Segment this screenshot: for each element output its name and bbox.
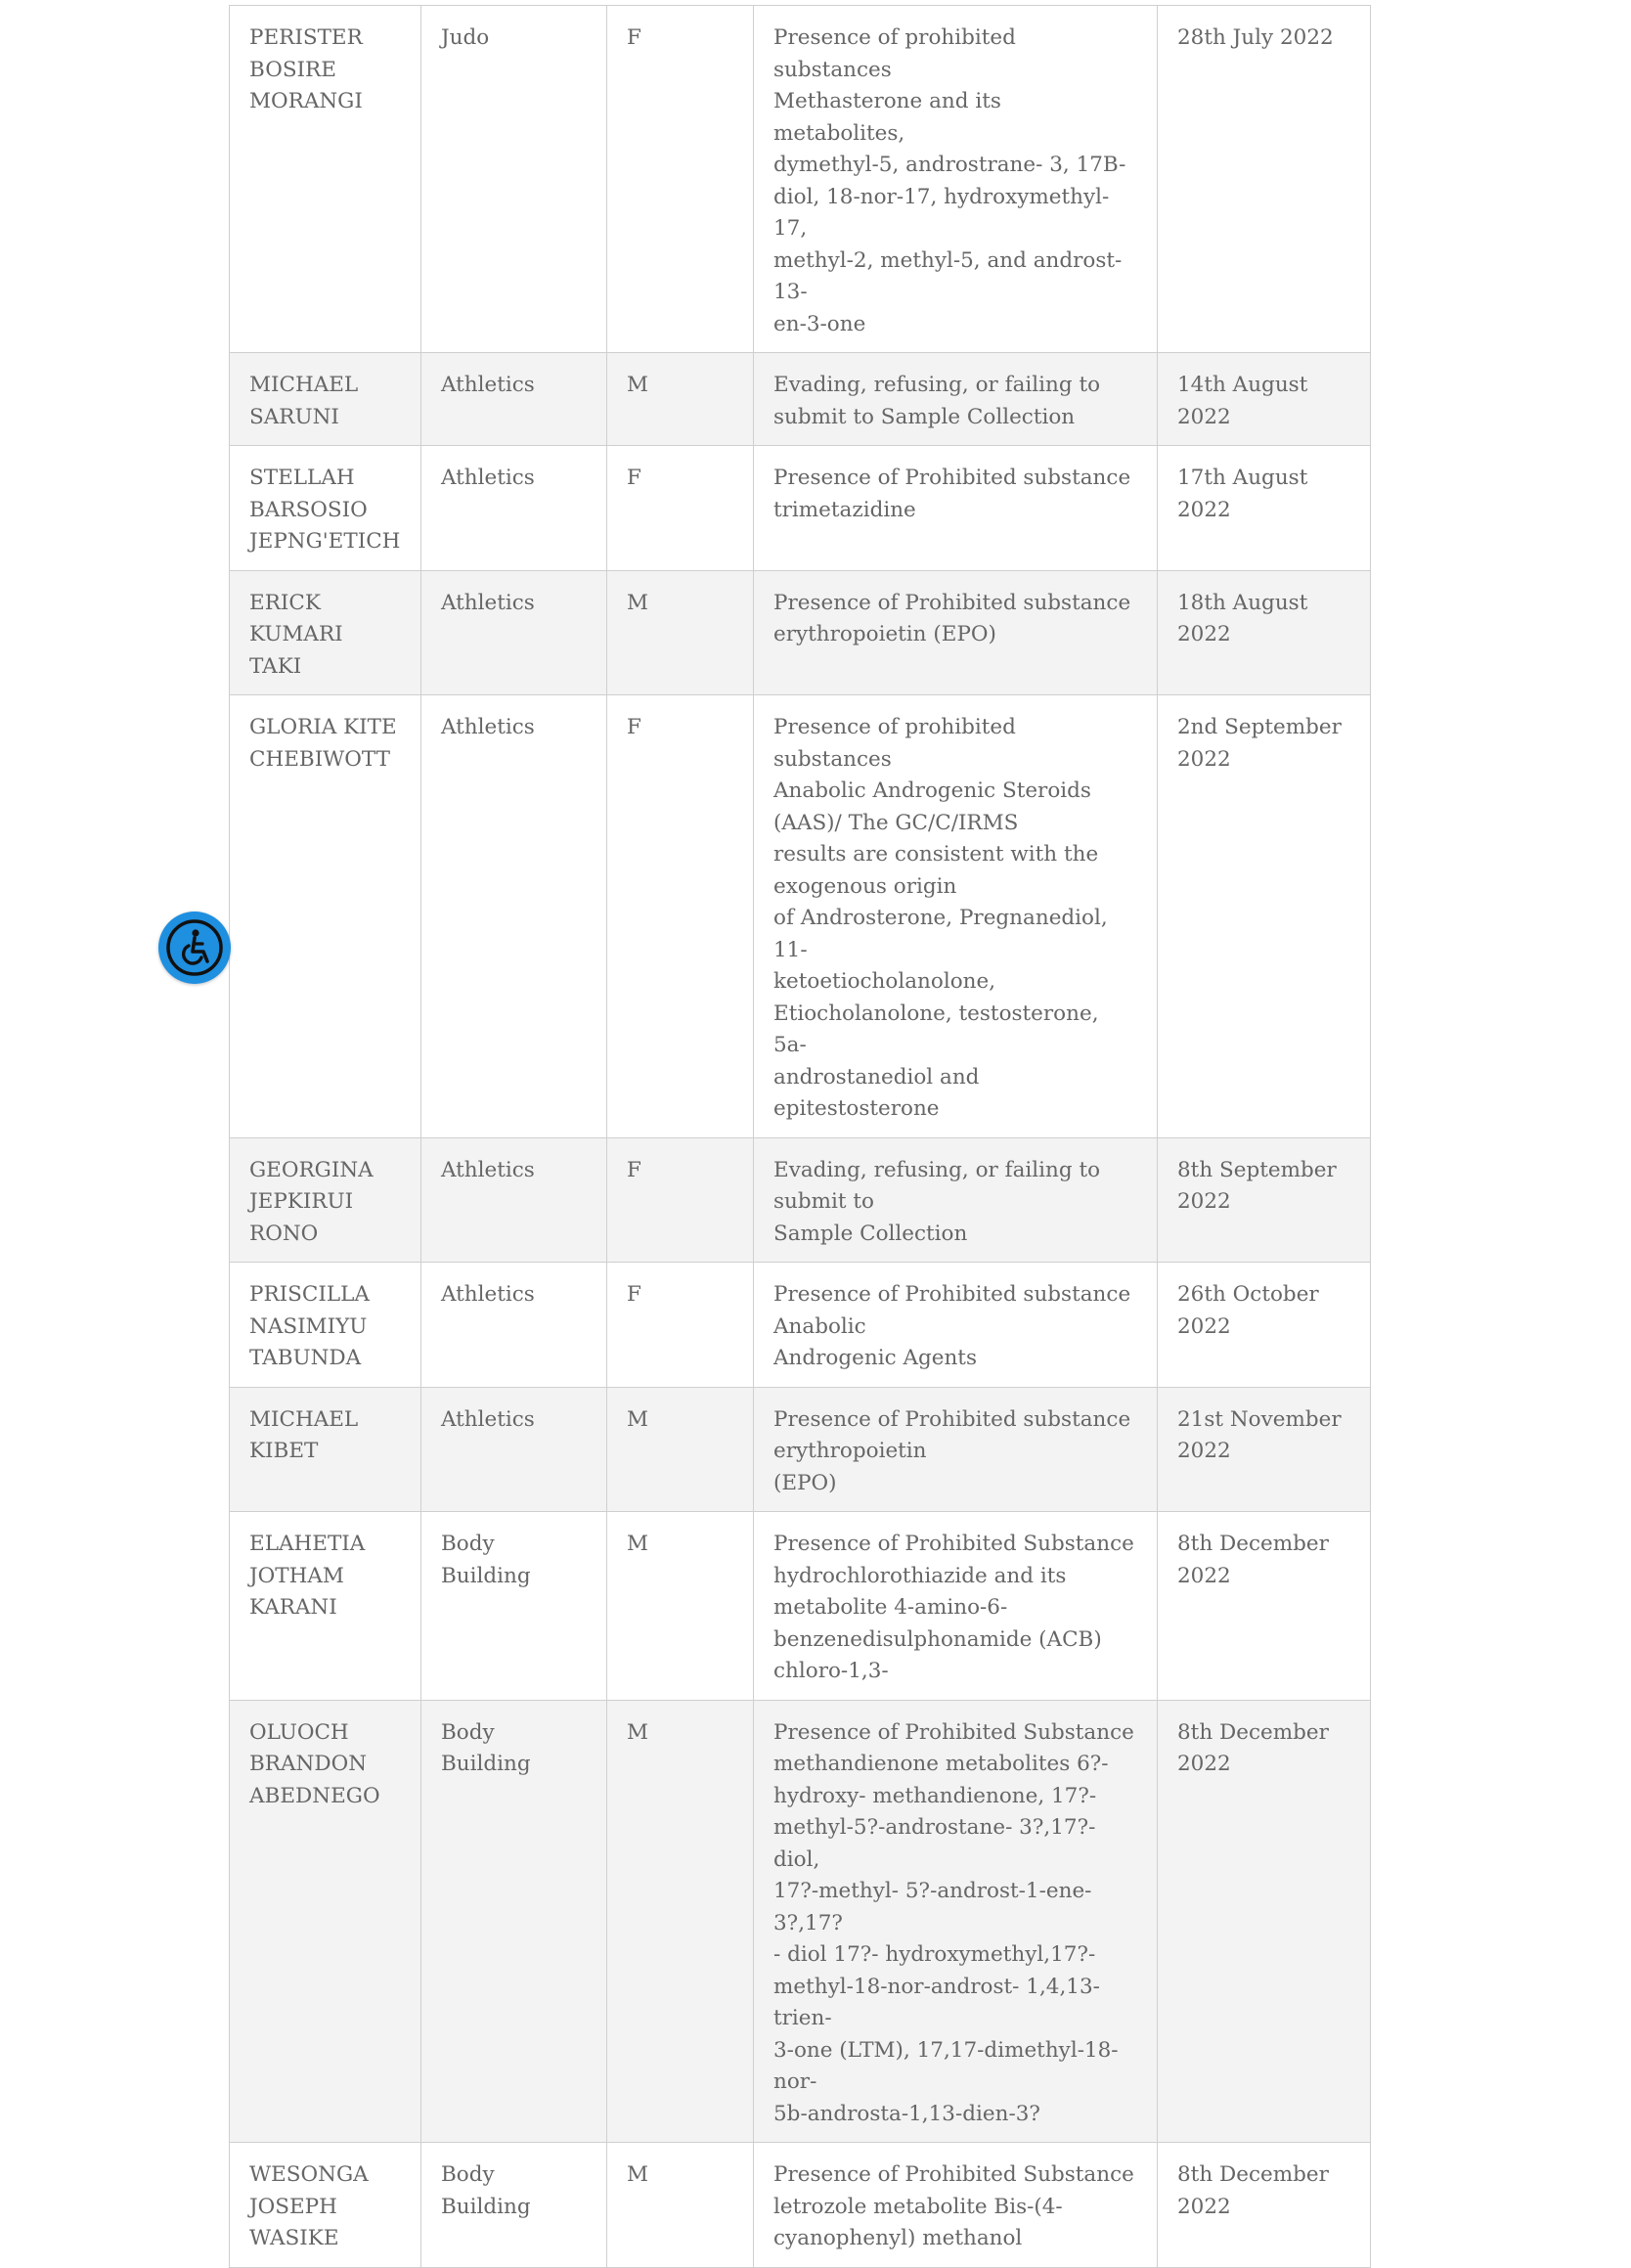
violation-line: (EPO) <box>773 1470 837 1495</box>
athlete-name-line: JOTHAM <box>249 1563 344 1588</box>
gender-cell: M <box>607 1700 754 2143</box>
athlete-name-line: WESONGA <box>249 2162 369 2187</box>
athlete-name-line: JEPNG'ETICH <box>249 529 401 554</box>
violation-line: 17?-methyl- 5?-androst-1-ene-3?,17? <box>773 1879 1092 1935</box>
athlete-name-line: CHEBIWOTT <box>249 746 390 772</box>
gender-cell: F <box>607 6 754 353</box>
violation-line: exogenous origin <box>773 873 957 899</box>
violation-line: Anabolic Androgenic Steroids <box>773 778 1091 803</box>
table-row <box>230 1387 1371 1512</box>
violation-line: Presence of Prohibited substance <box>773 1406 1131 1432</box>
violation-line: epitestosterone <box>773 1096 940 1121</box>
date-line: 2022 <box>1177 1189 1231 1214</box>
sport-cell: Athletics <box>421 1137 607 1263</box>
date-line: 2022 <box>1177 1439 1231 1463</box>
violation-cell <box>754 570 1158 695</box>
athlete-name-line: KUMARI TAKI <box>249 622 343 679</box>
violation-line: submit to Sample Collection <box>773 404 1076 429</box>
violation-line: hydroxy- methandienone, 17?- <box>773 1783 1097 1808</box>
athlete-name-line: GLORIA KITE <box>249 715 397 739</box>
table-row <box>230 353 1371 446</box>
athlete-name-line: WASIKE <box>249 2226 339 2250</box>
athlete-name-line: KARANI <box>249 1595 337 1620</box>
athlete-name-cell <box>230 1137 421 1263</box>
violation-cell <box>754 1700 1158 2143</box>
athlete-name-line: ERICK <box>249 590 321 615</box>
date-line: 2022 <box>1177 2194 1231 2219</box>
gender-cell: M <box>607 1512 754 1701</box>
violation-line: Presence of Prohibited Substance <box>773 1532 1134 1556</box>
gender-cell: M <box>607 353 754 446</box>
violation-line: diol, 18-nor-17, hydroxymethyl-17, <box>773 184 1110 241</box>
violation-line: dymethyl-5, androstrane- 3, 17B- <box>773 153 1126 177</box>
gender-cell: M <box>607 570 754 695</box>
table-row <box>230 6 1371 353</box>
gender-cell: F <box>607 446 754 571</box>
violation-cell <box>754 1137 1158 1263</box>
date-line: 8th December <box>1177 2162 1329 2187</box>
violation-cell <box>754 6 1158 353</box>
gender-cell: M <box>607 2143 754 2268</box>
violation-line: Presence of Prohibited Substance <box>773 2162 1134 2187</box>
violation-cell <box>754 1263 1158 1388</box>
violation-line: Anabolic <box>773 1313 866 1339</box>
table-body <box>230 6 1371 2268</box>
date-line: 26th October <box>1177 1282 1319 1307</box>
athlete-name-line: TABUNDA <box>249 1346 362 1370</box>
violation-cell <box>754 1512 1158 1701</box>
violation-line: methyl-5?-androstane- 3?,17?-diol, <box>773 1815 1096 1872</box>
athlete-name-line: BOSIRE <box>249 57 336 82</box>
athlete-name-line: PERISTER <box>249 25 363 50</box>
date-line: 2nd September <box>1177 715 1342 739</box>
date-cell <box>1158 1387 1371 1512</box>
date-line: 8th December <box>1177 1719 1329 1745</box>
date-cell <box>1158 1263 1371 1388</box>
table-row <box>230 570 1371 695</box>
athlete-name-cell <box>230 1700 421 2143</box>
athlete-name-line: OLUOCH <box>249 1719 349 1745</box>
violation-line: 5b-androsta-1,13-dien-3? <box>773 2101 1040 2126</box>
date-line: 18th August 2022 <box>1177 590 1308 646</box>
violation-line: Presence of prohibited substances <box>773 25 1016 82</box>
violation-cell <box>754 446 1158 571</box>
violation-line: chloro-1,3- <box>773 1659 889 1683</box>
violation-line: - diol 17?- hydroxymethyl,17?- <box>773 1942 1096 1967</box>
date-cell <box>1158 570 1371 695</box>
violation-cell <box>754 1387 1158 1512</box>
violation-line: benzenedisulphonamide (ACB) <box>773 1626 1102 1652</box>
violation-line: erythropoietin <box>773 1439 927 1463</box>
violation-line: (AAS)/ The GC/C/IRMS <box>773 810 1019 835</box>
violation-line: androstanediol and <box>773 1064 980 1090</box>
gender-cell: F <box>607 1137 754 1263</box>
violation-line: erythropoietin (EPO) <box>773 622 996 646</box>
gender-cell: F <box>607 1263 754 1388</box>
athlete-name-line: JOSEPH <box>249 2194 337 2219</box>
violation-line: Presence of prohibited substances <box>773 715 1016 772</box>
sport-cell: Body Building <box>421 2143 607 2268</box>
table-row <box>230 695 1371 1138</box>
violation-line: en-3-one <box>773 311 866 336</box>
violation-line: Presence of Prohibited substance <box>773 1282 1131 1307</box>
athlete-name-cell <box>230 695 421 1138</box>
date-line: 21st November <box>1177 1406 1342 1432</box>
date-line: 8th December <box>1177 1532 1329 1556</box>
violation-line: letrozole metabolite Bis-(4- <box>773 2194 1063 2219</box>
violation-line: trimetazidine <box>773 497 916 522</box>
violation-line: ketoetiocholanolone, <box>773 969 996 994</box>
violation-line: results are consistent with the <box>773 842 1099 867</box>
violation-cell <box>754 2143 1158 2268</box>
violation-line: 3-one (LTM), 17,17-dimethyl-18-nor- <box>773 2037 1119 2094</box>
date-cell <box>1158 1512 1371 1701</box>
athlete-name-cell <box>230 1263 421 1388</box>
violation-line: methyl-2, methyl-5, and androst-13- <box>773 247 1123 304</box>
violation-line: hydrochlorothiazide and its <box>773 1563 1067 1588</box>
gender-cell: F <box>607 695 754 1138</box>
date-cell <box>1158 1137 1371 1263</box>
sport-cell: Athletics <box>421 446 607 571</box>
date-cell <box>1158 1700 1371 2143</box>
sport-cell: Athletics <box>421 353 607 446</box>
athlete-name-line: ABEDNEGO <box>249 1783 380 1808</box>
table-row <box>230 1700 1371 2143</box>
violation-line: of Androsterone, Pregnanediol, 11- <box>773 906 1108 962</box>
date-cell <box>1158 353 1371 446</box>
date-line: 2022 <box>1177 746 1231 772</box>
athlete-name-line: MORANGI <box>249 89 363 113</box>
sport-cell: Body Building <box>421 1700 607 2143</box>
athlete-name-line: JEPKIRUI <box>249 1189 354 1214</box>
athlete-name-line: SARUNI <box>249 404 339 429</box>
violation-cell <box>754 353 1158 446</box>
date-line: 2022 <box>1177 1563 1231 1588</box>
violation-line: submit to <box>773 1189 874 1214</box>
athlete-name-line: MICHAEL <box>249 1406 359 1432</box>
violation-line: Methasterone and its metabolites, <box>773 89 1001 146</box>
violation-cell <box>754 695 1158 1138</box>
sport-cell: Athletics <box>421 1387 607 1512</box>
date-line: 14th August 2022 <box>1177 373 1308 429</box>
athlete-name-line: NASIMIYU <box>249 1313 368 1339</box>
athlete-name-line: MICHAEL <box>249 373 359 397</box>
athlete-name-cell <box>230 1387 421 1512</box>
table-row <box>230 446 1371 571</box>
athlete-name-line: KIBET <box>249 1439 319 1463</box>
athlete-name-line: STELLAH <box>249 466 355 490</box>
violations-table <box>229 5 1371 2268</box>
date-cell <box>1158 6 1371 353</box>
date-cell <box>1158 695 1371 1138</box>
table-row <box>230 2143 1371 2268</box>
athlete-name-cell <box>230 570 421 695</box>
wheelchair-accessibility-icon <box>158 912 231 984</box>
violation-line: methandienone metabolites 6?- <box>773 1752 1109 1776</box>
violation-line: Presence of Prohibited Substance <box>773 1719 1134 1745</box>
sport-cell: Judo <box>421 6 607 353</box>
athlete-name-cell <box>230 353 421 446</box>
athlete-name-line: GEORGINA <box>249 1157 374 1182</box>
athlete-name-cell <box>230 446 421 571</box>
sport-cell: Body Building <box>421 1512 607 1701</box>
violation-line: Androgenic Agents <box>773 1346 977 1370</box>
violation-line: Presence of Prohibited substance <box>773 590 1131 615</box>
athlete-name-line: BRANDON <box>249 1752 368 1776</box>
athlete-name-cell <box>230 1512 421 1701</box>
sport-cell: Athletics <box>421 1263 607 1388</box>
table-row <box>230 1512 1371 1701</box>
athlete-name-line: ELAHETIA <box>249 1532 366 1556</box>
sport-cell: Athletics <box>421 570 607 695</box>
violation-line: Etiocholanolone, testosterone, 5a- <box>773 1001 1099 1057</box>
violation-line: cyanophenyl) methanol <box>773 2226 1023 2250</box>
athlete-name-line: RONO <box>249 1221 319 1246</box>
table-row <box>230 1137 1371 1263</box>
athlete-name-cell <box>230 2143 421 2268</box>
date-line: 8th September <box>1177 1157 1337 1182</box>
date-line: 28th July 2022 <box>1177 25 1334 50</box>
date-cell <box>1158 2143 1371 2268</box>
date-line: 2022 <box>1177 1752 1231 1776</box>
athlete-name-cell <box>230 6 421 353</box>
date-cell <box>1158 446 1371 571</box>
athlete-name-line: BARSOSIO <box>249 497 368 522</box>
violation-line: Presence of Prohibited substance <box>773 466 1131 490</box>
sport-cell: Athletics <box>421 695 607 1138</box>
gender-cell: M <box>607 1387 754 1512</box>
violation-line: methyl-18-nor-androst- 1,4,13-trien- <box>773 1974 1100 2030</box>
date-line: 17th August 2022 <box>1177 466 1308 522</box>
athlete-name-line: PRISCILLA <box>249 1282 370 1307</box>
violation-line: Sample Collection <box>773 1221 968 1246</box>
date-line: 2022 <box>1177 1313 1231 1339</box>
violation-line: Evading, refusing, or failing to <box>773 373 1101 397</box>
violation-line: Evading, refusing, or failing to <box>773 1157 1101 1182</box>
table-row <box>230 1263 1371 1388</box>
violation-line: metabolite 4-amino-6- <box>773 1595 1008 1620</box>
accessibility-button[interactable] <box>158 912 231 984</box>
